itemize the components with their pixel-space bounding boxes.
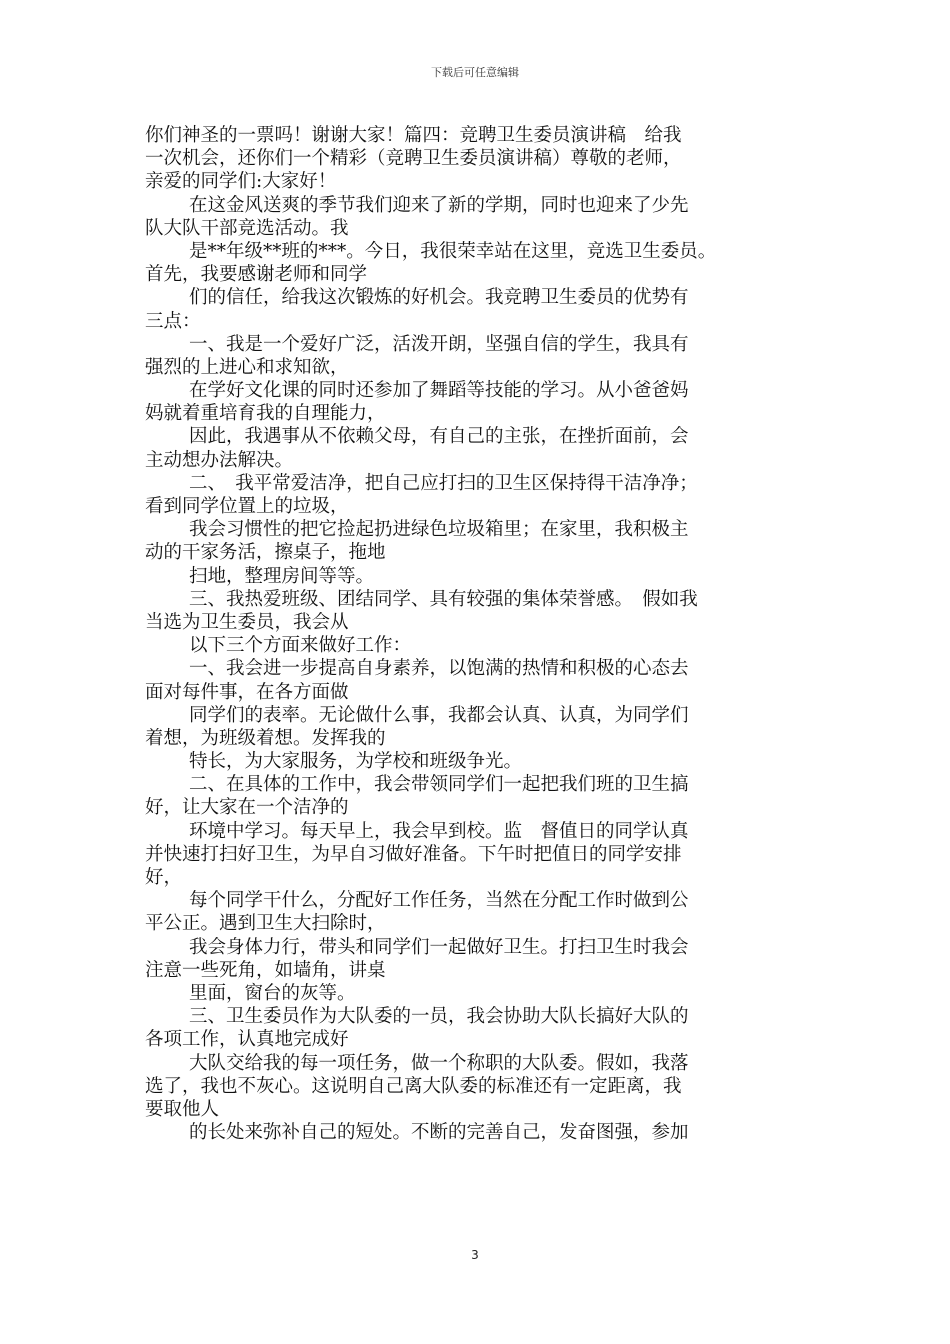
text-line: 选了，我也不灰心。这说明自己离大队委的标准还有一定距离，我 xyxy=(145,1075,682,1097)
text-line: 妈就着重培育我的自理能力， xyxy=(145,403,386,425)
text-line: 首先，我要感谢老师和同学 xyxy=(145,264,368,286)
text-line: 环境中学习。每天早上，我会早到校。监 督值日的同学认真 xyxy=(189,820,689,842)
text-line: 注意一些死角，如墙角，讲桌 xyxy=(145,959,386,981)
text-line: 一次机会，还你们一个精彩（竞聘卫生委员演讲稿）尊敬的老师， xyxy=(145,148,682,170)
text-line: 主动想办法解决。 xyxy=(145,449,294,471)
text-line: 们的信任，给我这次锻炼的好机会。我竞聘卫生委员的优势有 xyxy=(189,287,689,309)
text-line: 是**年级**班的***。今日，我很荣幸站在这里，竞选卫生委员。 xyxy=(189,240,717,262)
text-line: 大队交给我的每一项任务，做一个称职的大队委。假如，我落 xyxy=(189,1052,689,1074)
text-line: 三、我热爱班级、团结同学、具有较强的集体荣誉感。 假如我 xyxy=(189,588,698,610)
text-line: 并快速打扫好卫生，为早自习做好准备。下午时把值日的同学安排 xyxy=(145,843,682,865)
text-line: 三、卫生委员作为大队委的一员，我会协助大队长搞好大队的 xyxy=(189,1006,689,1028)
text-line: 强烈的上进心和求知欲， xyxy=(145,356,349,378)
text-line: 在这金风送爽的季节我们迎来了新的学期，同时也迎来了少先 xyxy=(189,194,689,216)
text-line: 同学们的表率。无论做什么事，我都会认真、认真，为同学们 xyxy=(189,704,689,726)
text-line: 看到同学位置上的垃圾， xyxy=(145,496,349,517)
text-line: 二、在具体的工作中，我会带领同学们一起把我们班的卫生搞 xyxy=(189,774,689,796)
text-line: 队大队干部竞选活动。我 xyxy=(145,217,349,239)
text-line: 要取他人 xyxy=(145,1098,220,1120)
text-line: 的长处来弥补自己的短处。不断的完善自己，发奋图强，参加 xyxy=(189,1122,689,1144)
text-line: 当选为卫生委员，我会从 xyxy=(145,611,349,633)
text-line: 好，让大家在一个洁净的 xyxy=(145,797,349,819)
text-line: 你们神圣的一票吗！谢谢大家！篇四：竞聘卫生委员演讲稿 给我 xyxy=(145,125,682,146)
body-text xyxy=(145,124,815,1144)
text-line: 以下三个方面来做好工作： xyxy=(189,635,412,657)
text-line: 各项工作，认真地完成好 xyxy=(145,1029,349,1051)
text-line: 平公正。遇到卫生大扫除时， xyxy=(145,913,386,935)
text-line: 着想，为班级着想。发挥我的 xyxy=(145,727,386,749)
text-line: 我会习惯性的把它捡起扔进绿色垃圾箱里；在家里，我积极主 xyxy=(189,519,689,541)
text-line: 因此，我遇事从不依赖父母，有自己的主张，在挫折面前，会 xyxy=(189,426,689,448)
text-line: 扫地，整理房间等等。 xyxy=(189,565,375,587)
text-line: 每个同学干什么，分配好工作任务，当然在分配工作时做到公 xyxy=(189,890,689,912)
text-line: 里面，窗台的灰等。 xyxy=(189,982,356,1004)
text-line: 动的干家务活，擦桌子，拖地 xyxy=(145,542,386,564)
text-line: 一、我会进一步提高自身素养，以饱满的热情和积极的心态去 xyxy=(189,658,689,680)
text-line: 好， xyxy=(145,867,183,888)
text-line: 三点： xyxy=(145,310,201,332)
text-line: 在学好文化课的同时还参加了舞蹈等技能的学习。从小爸爸妈 xyxy=(189,380,689,402)
text-line: 一、我是一个爱好广泛，活泼开朗，坚强自信的学生，我具有 xyxy=(189,333,689,355)
page-number: 3 xyxy=(471,1248,479,1262)
page-header: 下载后可任意编辑 xyxy=(431,66,519,79)
text-line: 面对每件事，在各方面做 xyxy=(145,681,349,703)
text-line: 特长，为大家服务，为学校和班级争光。 xyxy=(189,751,523,773)
text-line: 我会身体力行，带头和同学们一起做好卫生。打扫卫生时我会 xyxy=(189,936,689,958)
text-line: 亲爱的同学们:大家好！ xyxy=(145,171,337,193)
text-line: 二、 我平常爱洁净，把自己应打扫的卫生区保持得干洁净净； xyxy=(189,472,698,494)
